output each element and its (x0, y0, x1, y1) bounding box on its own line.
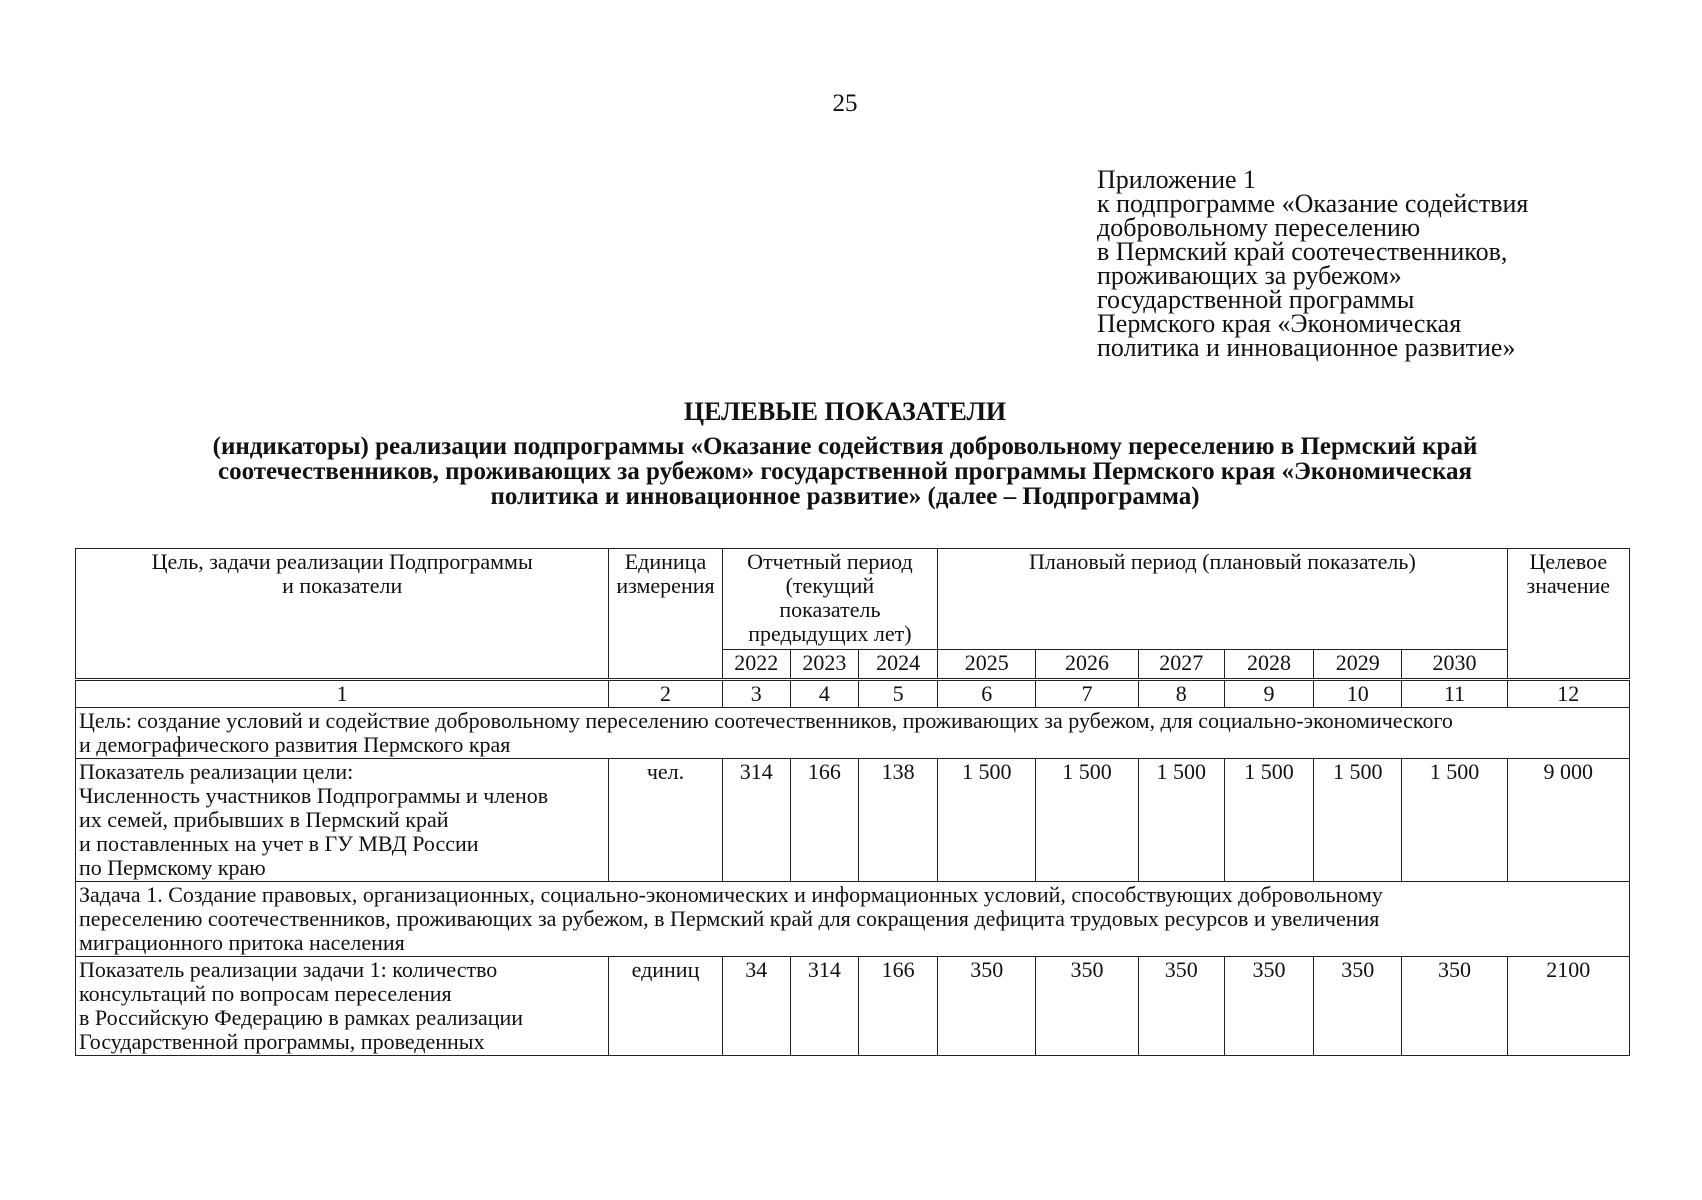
task-line: Задача 1. Создание правовых, организационных, социально-экономических и информационных условий, способствующих добровольному (79, 882, 1383, 907)
appendix-line: проживающих за рубежом» (1097, 261, 1402, 290)
column-number: 11 (1402, 680, 1507, 708)
indicator-line: в Российскую Федерацию в рамках реализации (79, 1005, 524, 1030)
appendix-note (1097, 165, 1657, 362)
indicator-line: их семей, прибывших в Пермский край (79, 807, 449, 832)
indicators-table (75, 548, 1630, 1056)
header-text: и показатели (282, 573, 403, 598)
value-cell: 350 (1138, 957, 1224, 1056)
table-row (76, 759, 1630, 882)
column-number: 4 (790, 680, 858, 708)
value-cell: 350 (1402, 957, 1507, 1056)
header-text: Целевое (1529, 549, 1608, 574)
header-goal-column (76, 549, 609, 680)
header-text: значение (1526, 573, 1611, 598)
indicator-line: по Пермскому краю (79, 855, 266, 880)
value-cell: 1 500 (1314, 759, 1402, 882)
column-number: 3 (722, 680, 790, 708)
header-text: измерения (616, 573, 715, 598)
task-text (76, 882, 1630, 957)
value-cell: 138 (858, 759, 937, 882)
column-number: 12 (1507, 680, 1629, 708)
year-cell: 2023 (790, 650, 858, 680)
value-cell: 166 (790, 759, 858, 882)
target-value-cell: 2100 (1507, 957, 1629, 1056)
appendix-line: Пермского края «Экономическая (1097, 309, 1462, 338)
value-cell: 350 (1314, 957, 1402, 1056)
indicator-line: и поставленных на учет в ГУ МВД России (79, 831, 479, 856)
year-cell: 2027 (1138, 650, 1224, 680)
header-text: предыдущих лет) (748, 621, 912, 646)
value-cell: 350 (1036, 957, 1138, 1056)
document-subtitle (110, 434, 1580, 509)
appendix-line: добровольному переселению (1097, 213, 1421, 242)
column-number: 8 (1138, 680, 1224, 708)
value-cell: 1 500 (1402, 759, 1507, 882)
unit-cell: единиц (609, 957, 722, 1056)
header-planned-period: Плановый период (плановый показатель) (938, 549, 1507, 650)
header-text: Цель, задачи реализации Подпрограммы (151, 549, 533, 574)
header-text: Единица (624, 549, 707, 574)
task-row (76, 882, 1630, 957)
header-unit-column (609, 549, 722, 680)
year-cell: 2024 (858, 650, 937, 680)
target-value-cell: 9 000 (1507, 759, 1629, 882)
table-row (76, 957, 1630, 1056)
value-cell: 350 (938, 957, 1036, 1056)
column-number: 7 (1036, 680, 1138, 708)
indicator-line: Численность участников Подпрограммы и членов (79, 783, 549, 808)
indicator-name (76, 759, 609, 882)
year-cell: 2030 (1402, 650, 1507, 680)
page-number: 25 (832, 90, 858, 117)
column-number: 5 (858, 680, 937, 708)
unit-cell: чел. (609, 759, 722, 882)
indicator-line: консультаций по вопросам переселения (79, 981, 452, 1006)
column-number: 2 (609, 680, 722, 708)
header-text: (текущий (785, 573, 875, 598)
year-cell: 2025 (938, 650, 1036, 680)
task-line: переселению соотечественников, проживающих за рубежом, в Пермский край для сокращения дефицита трудовых ресурсов и увеличения (79, 906, 1380, 931)
header-target-value (1507, 549, 1629, 680)
goal-line: и демографического развития Пермского края (79, 732, 511, 757)
column-number: 9 (1224, 680, 1313, 708)
appendix-line: государственной программы (1097, 285, 1415, 314)
indicator-line: Государственной программы, проведенных (79, 1029, 485, 1054)
column-numbers-row (76, 680, 1630, 708)
value-cell: 1 500 (1036, 759, 1138, 882)
subtitle-line: (индикаторы) реализации подпрограммы «Оказание содействия добровольному переселению в Пермский край (212, 433, 1478, 460)
document-title: ЦЕЛЕВЫЕ ПОКАЗАТЕЛИ (683, 397, 1007, 426)
value-cell: 1 500 (1138, 759, 1224, 882)
subtitle-line: соотечественников, проживающих за рубежом» государственной программы Пермского края «Экономическая (217, 458, 1473, 485)
column-number: 1 (76, 680, 609, 708)
appendix-line: Приложение 1 (1097, 165, 1257, 194)
year-cell: 2028 (1224, 650, 1313, 680)
goal-text (76, 708, 1630, 759)
header-text: показатель (779, 597, 881, 622)
column-number: 10 (1314, 680, 1402, 708)
value-cell: 314 (722, 759, 790, 882)
value-cell: 1 500 (1224, 759, 1313, 882)
year-cell: 2026 (1036, 650, 1138, 680)
indicator-line: Показатель реализации задачи 1: количество (79, 957, 498, 982)
value-cell: 1 500 (938, 759, 1036, 882)
column-number: 6 (938, 680, 1036, 708)
appendix-line: политика и инновационное развитие» (1097, 333, 1516, 362)
task-line: миграционного притока населения (79, 930, 405, 955)
indicator-line: Показатель реализации цели: (79, 759, 354, 784)
header-reporting-period (722, 549, 938, 650)
table-header-row (76, 549, 1630, 650)
appendix-line: к подпрограмме «Оказание содействия (1097, 189, 1529, 218)
header-text: Отчетный период (747, 549, 913, 574)
indicator-name (76, 957, 609, 1056)
subtitle-line: политика и инновационное развитие» (далее – Подпрограмма) (490, 483, 1200, 510)
value-cell: 314 (790, 957, 858, 1056)
year-cell: 2029 (1314, 650, 1402, 680)
year-cell: 2022 (722, 650, 790, 680)
goal-line: Цель: создание условий и содействие добровольному переселению соотечественников, проживающих за рубежом, для социально-экономического (79, 708, 1453, 733)
value-cell: 166 (858, 957, 937, 1056)
appendix-line: в Пермский край соотечественников, (1097, 237, 1508, 266)
value-cell: 34 (722, 957, 790, 1056)
goal-row (76, 708, 1630, 759)
value-cell: 350 (1224, 957, 1313, 1056)
